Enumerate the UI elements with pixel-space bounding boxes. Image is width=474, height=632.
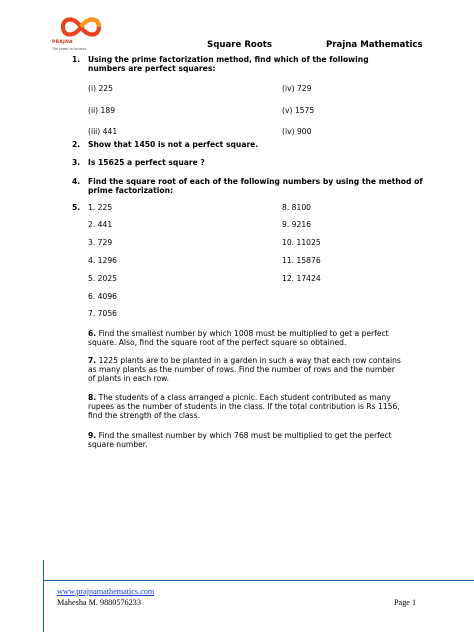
question-8-line3: find the strength of the class.	[88, 411, 200, 421]
question-2-text: Show that 1450 is not a perfect square.	[88, 140, 259, 149]
question-9	[88, 431, 428, 449]
question-7-line1: 1225 plants are to be planted in a garden in such a way that each row contains	[98, 356, 401, 365]
q1-option: (ii) 189	[88, 106, 116, 115]
logo-tagline: The Power to Achieve	[52, 47, 87, 51]
question-3-number: 3.	[72, 158, 81, 167]
author-contact: Mahesha M. 9880576233	[57, 598, 141, 607]
logo-brand-text: PRAJNA	[52, 40, 73, 45]
q5-item: 8. 8100	[282, 203, 311, 212]
subject-name: Prajna Mathematics	[326, 40, 423, 50]
question-7-line2: as many plants as the number of rows. Find the number of rows and the number	[88, 365, 395, 375]
question-4-number: 4.	[72, 177, 81, 186]
q1-option: (v) 1575	[282, 106, 315, 115]
question-1-number: 1.	[72, 55, 81, 64]
q5-item: 9. 9216	[282, 220, 311, 229]
question-4-line1: Find the square root of each of the following numbers by using the method of	[88, 177, 423, 186]
question-1-line2: numbers are perfect squares:	[88, 64, 216, 73]
question-7-line3: of plants in each row.	[88, 374, 170, 384]
q5-item: 2. 441	[88, 220, 113, 229]
question-2-number: 2.	[72, 140, 81, 149]
q5-item: 4. 1296	[88, 256, 117, 265]
question-6-line1: Find the smallest number by which 1008 must be multiplied to get a perfect	[98, 329, 389, 338]
q5-item: 11. 15876	[282, 256, 321, 265]
question-9-line1: Find the smallest number by which 768 must be multiplied to get the perfect	[98, 431, 392, 440]
q5-item: 1. 225	[88, 203, 113, 212]
question-8	[88, 393, 428, 421]
q5-item: 12. 17424	[282, 274, 321, 283]
question-8-number: 8.	[88, 393, 97, 402]
footer-border-horizontal	[43, 580, 474, 581]
q5-item: 3. 729	[88, 238, 113, 247]
q1-option: (iii) 441	[88, 127, 118, 136]
q5-item: 6. 4096	[88, 292, 117, 301]
q5-item: 10. 11025	[282, 238, 321, 247]
question-7	[88, 356, 428, 384]
q5-item: 7. 7056	[88, 309, 117, 318]
page-number: Page 1	[394, 598, 417, 607]
question-5-number: 5.	[72, 203, 81, 212]
q5-item: 5. 2025	[88, 274, 117, 283]
infinity-logo-icon	[52, 14, 110, 40]
question-1-line1: Using the prime factorization method, find which of the following	[88, 55, 369, 64]
question-7-number: 7.	[88, 356, 97, 365]
document-title: Square Roots	[207, 40, 272, 50]
q1-option: (iv) 729	[282, 84, 312, 93]
question-8-line1: The students of a class arranged a picnic. Each student contributed as many	[98, 393, 391, 402]
question-9-number: 9.	[88, 431, 97, 440]
prajna-logo	[52, 14, 110, 54]
question-6-line2: square. Also, find the square root of the perfect square so obtained.	[88, 338, 347, 348]
website-link[interactable]: www.prajnamathematics.com	[57, 587, 155, 596]
question-6	[88, 329, 428, 347]
question-6-number: 6.	[88, 329, 97, 338]
question-4-line2: prime factorization:	[88, 186, 174, 195]
question-8-line2: rupees as the number of students in the class. If the total contribution is Rs 1156,	[88, 402, 400, 412]
question-9-line2: square number.	[88, 440, 148, 450]
q1-option: (i) 225	[88, 84, 113, 93]
question-3-text: Is 15625 a perfect square ?	[88, 158, 205, 167]
footer-border-vertical	[43, 560, 44, 632]
q1-option: (iv) 900	[282, 127, 312, 136]
